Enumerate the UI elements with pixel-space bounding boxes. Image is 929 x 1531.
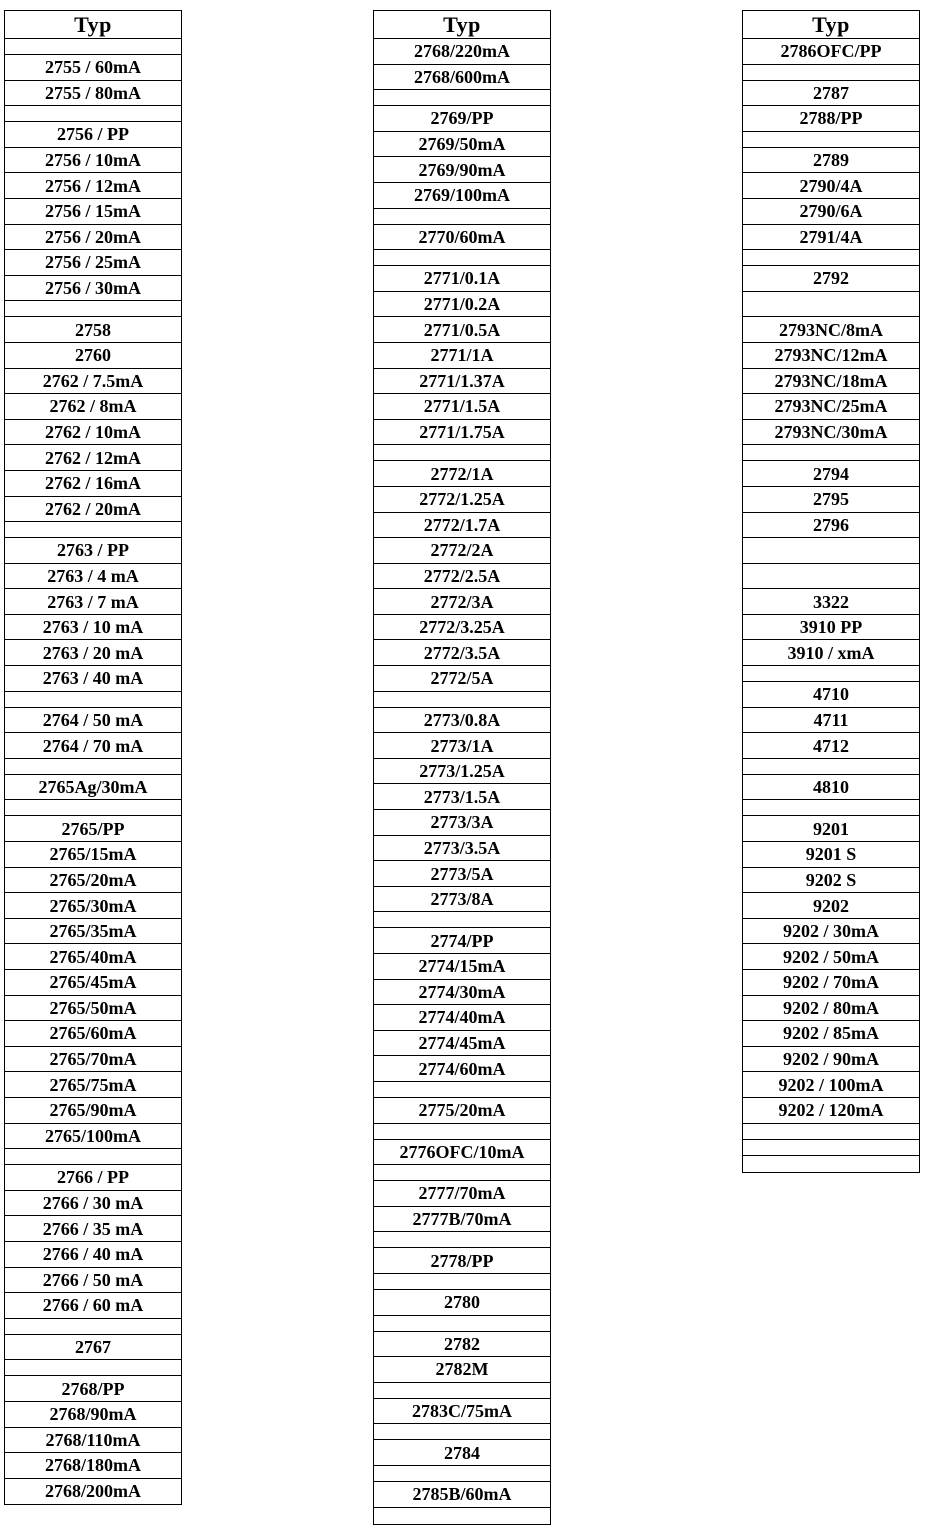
type-cell: 2785B/60mA xyxy=(374,1482,550,1508)
type-cell: 2762 / 7.5mA xyxy=(5,369,181,395)
type-cell: 2774/45mA xyxy=(374,1031,550,1057)
type-cell: 2772/2.5A xyxy=(374,564,550,590)
type-cell: 2763 / 4 mA xyxy=(5,564,181,590)
type-cell: 2768/110mA xyxy=(5,1428,181,1454)
type-cell: 2764 / 70 mA xyxy=(5,733,181,759)
type-cell: 2769/90mA xyxy=(374,157,550,183)
type-cell: 2772/5A xyxy=(374,666,550,692)
type-cell: 2763 / 40 mA xyxy=(5,666,181,692)
type-cell: 2756 / 10mA xyxy=(5,148,181,174)
separator-row xyxy=(743,666,919,682)
type-cell: 2756 / PP xyxy=(5,122,181,148)
type-cell: 2765/PP xyxy=(5,816,181,842)
separator-row xyxy=(5,39,181,55)
type-cell: 3910 PP xyxy=(743,615,919,641)
type-cell: 2763 / 7 mA xyxy=(5,589,181,615)
type-cell: 2769/50mA xyxy=(374,132,550,158)
type-cell: 2765/100mA xyxy=(5,1124,181,1150)
type-cell: 9202 / 50mA xyxy=(743,944,919,970)
separator-row xyxy=(374,912,550,928)
type-cell: 9202 / 80mA xyxy=(743,996,919,1022)
type-cell: 2792 xyxy=(743,266,919,292)
type-cell: 2765/35mA xyxy=(5,919,181,945)
type-cell: 2790/6A xyxy=(743,199,919,225)
separator-row xyxy=(743,800,919,816)
type-cell: 4710 xyxy=(743,682,919,708)
type-cell: 2782 xyxy=(374,1332,550,1358)
separator-row xyxy=(743,1140,919,1156)
type-cell: 2793NC/8mA xyxy=(743,317,919,343)
type-cell: 2773/5A xyxy=(374,861,550,887)
separator-row xyxy=(5,522,181,538)
type-cell: 2766 / 50 mA xyxy=(5,1268,181,1294)
type-cell: 2773/1A xyxy=(374,733,550,759)
type-cell: 2793NC/30mA xyxy=(743,420,919,446)
type-cell: 2762 / 12mA xyxy=(5,445,181,471)
type-cell: 2763 / PP xyxy=(5,538,181,564)
separator-row xyxy=(5,692,181,708)
type-cell: 2766 / 40 mA xyxy=(5,1242,181,1268)
separator-row xyxy=(743,1156,919,1172)
type-cell: 2760 xyxy=(5,343,181,369)
type-cell: 4712 xyxy=(743,733,919,759)
type-column-2 xyxy=(373,10,551,1525)
separator-row xyxy=(743,564,919,590)
separator-row xyxy=(374,1424,550,1440)
separator-row xyxy=(374,692,550,708)
type-cell: 2762 / 20mA xyxy=(5,497,181,523)
type-cell: 2765Ag/30mA xyxy=(5,775,181,801)
type-cell: 2783C/75mA xyxy=(374,1399,550,1425)
type-cell: 2773/1.25A xyxy=(374,759,550,785)
separator-row xyxy=(374,1508,550,1524)
type-cell: 2756 / 15mA xyxy=(5,199,181,225)
type-cell: 2765/50mA xyxy=(5,996,181,1022)
type-cell: 2774/40mA xyxy=(374,1005,550,1031)
type-cell: 2773/0.8A xyxy=(374,708,550,734)
type-cell: 2784 xyxy=(374,1440,550,1466)
type-cell: 2762 / 16mA xyxy=(5,471,181,497)
type-cell: 2773/1.5A xyxy=(374,784,550,810)
separator-row xyxy=(5,1360,181,1376)
type-cell: 2766 / 35 mA xyxy=(5,1216,181,1242)
type-cell: 2768/90mA xyxy=(5,1402,181,1428)
type-cell: 2769/100mA xyxy=(374,183,550,209)
type-cell: 2772/1A xyxy=(374,461,550,487)
type-cell: 2776OFC/10mA xyxy=(374,1140,550,1166)
type-column-1 xyxy=(4,10,182,1505)
separator-row xyxy=(374,1316,550,1332)
type-cell: 2768/PP xyxy=(5,1376,181,1402)
type-cell: 9202 / 30mA xyxy=(743,919,919,945)
type-cell: 2756 / 25mA xyxy=(5,250,181,276)
separator-row xyxy=(374,90,550,106)
type-cell: 2777B/70mA xyxy=(374,1207,550,1233)
type-cell: 2782M xyxy=(374,1357,550,1383)
separator-row xyxy=(743,132,919,148)
separator-row xyxy=(5,1149,181,1165)
type-cell: 9201 S xyxy=(743,842,919,868)
separator-row xyxy=(743,65,919,81)
separator-row xyxy=(5,759,181,775)
separator-row xyxy=(743,1124,919,1140)
type-cell: 9202 S xyxy=(743,868,919,894)
separator-row xyxy=(743,538,919,564)
type-cell: 2766 / 30 mA xyxy=(5,1191,181,1217)
type-cell: 2774/30mA xyxy=(374,980,550,1006)
type-cell: 2769/PP xyxy=(374,106,550,132)
separator-row xyxy=(374,445,550,461)
type-cell: 2771/1.37A xyxy=(374,369,550,395)
type-cell: 2787 xyxy=(743,81,919,107)
type-cell: 2773/3.5A xyxy=(374,836,550,862)
type-cell: 2765/15mA xyxy=(5,842,181,868)
type-cell: 2768/600mA xyxy=(374,65,550,91)
type-cell: 4711 xyxy=(743,708,919,734)
type-cell: 2762 / 10mA xyxy=(5,420,181,446)
separator-row xyxy=(743,250,919,266)
type-cell: 2755 / 60mA xyxy=(5,55,181,81)
type-cell: 2768/220mA xyxy=(374,39,550,65)
separator-row xyxy=(5,800,181,816)
type-cell: 2777/70mA xyxy=(374,1181,550,1207)
separator-row xyxy=(374,1165,550,1181)
column-header: Typ xyxy=(743,11,919,39)
type-cell: 9202 / 100mA xyxy=(743,1072,919,1098)
type-cell: 9201 xyxy=(743,816,919,842)
separator-row xyxy=(743,292,919,318)
separator-row xyxy=(5,106,181,122)
type-cell: 2786OFC/PP xyxy=(743,39,919,65)
type-cell: 2762 / 8mA xyxy=(5,394,181,420)
type-cell: 2765/75mA xyxy=(5,1072,181,1098)
type-cell: 2764 / 50 mA xyxy=(5,708,181,734)
separator-row xyxy=(743,759,919,775)
type-cell: 2793NC/18mA xyxy=(743,369,919,395)
type-cell: 2772/3.25A xyxy=(374,615,550,641)
type-cell: 2772/2A xyxy=(374,538,550,564)
type-cell: 2795 xyxy=(743,487,919,513)
type-cell: 2763 / 10 mA xyxy=(5,615,181,641)
type-cell: 2765/60mA xyxy=(5,1021,181,1047)
type-cell: 3322 xyxy=(743,589,919,615)
type-cell: 2772/1.25A xyxy=(374,487,550,513)
type-cell: 2793NC/25mA xyxy=(743,394,919,420)
type-cell: 9202 / 85mA xyxy=(743,1021,919,1047)
type-cell: 2794 xyxy=(743,461,919,487)
type-cell: 2773/3A xyxy=(374,810,550,836)
type-cell: 2772/3A xyxy=(374,589,550,615)
separator-row xyxy=(374,1466,550,1482)
column-header: Typ xyxy=(5,11,181,39)
type-cell: 2771/0.1A xyxy=(374,266,550,292)
type-column-3 xyxy=(742,10,920,1173)
type-cell: 2755 / 80mA xyxy=(5,81,181,107)
type-cell: 2767 xyxy=(5,1335,181,1361)
type-cell: 9202 / 70mA xyxy=(743,970,919,996)
type-cell: 2772/1.7A xyxy=(374,513,550,539)
type-cell: 2774/PP xyxy=(374,928,550,954)
type-cell: 2758 xyxy=(5,317,181,343)
type-cell: 2765/40mA xyxy=(5,944,181,970)
separator-row xyxy=(374,1274,550,1290)
column-header: Typ xyxy=(374,11,550,39)
type-cell: 2770/60mA xyxy=(374,225,550,251)
separator-row xyxy=(5,301,181,317)
type-cell: 2766 / PP xyxy=(5,1165,181,1191)
separator-row xyxy=(374,250,550,266)
separator-row xyxy=(743,445,919,461)
type-cell: 2765/45mA xyxy=(5,970,181,996)
type-cell: 2765/20mA xyxy=(5,868,181,894)
type-cell: 2771/1.5A xyxy=(374,394,550,420)
type-cell: 2763 / 20 mA xyxy=(5,640,181,666)
type-cell: 4810 xyxy=(743,775,919,801)
separator-row xyxy=(5,1319,181,1335)
type-cell: 2756 / 30mA xyxy=(5,276,181,302)
type-cell: 2793NC/12mA xyxy=(743,343,919,369)
type-cell: 2766 / 60 mA xyxy=(5,1293,181,1319)
separator-row xyxy=(374,1383,550,1399)
type-cell: 2778/PP xyxy=(374,1248,550,1274)
type-cell: 2756 / 12mA xyxy=(5,173,181,199)
type-cell: 2765/30mA xyxy=(5,893,181,919)
type-cell: 2772/3.5A xyxy=(374,640,550,666)
type-cell: 2756 / 20mA xyxy=(5,225,181,251)
type-cell: 9202 / 90mA xyxy=(743,1047,919,1073)
type-cell: 2771/1A xyxy=(374,343,550,369)
type-cell: 2796 xyxy=(743,513,919,539)
type-cell: 2774/60mA xyxy=(374,1056,550,1082)
type-cell: 2775/20mA xyxy=(374,1098,550,1124)
type-cell: 2771/0.5A xyxy=(374,317,550,343)
type-cell: 3910 / xmA xyxy=(743,640,919,666)
separator-row xyxy=(374,1124,550,1140)
type-cell: 2791/4A xyxy=(743,225,919,251)
type-cell: 2768/200mA xyxy=(45,1481,141,1502)
separator-row xyxy=(374,209,550,225)
separator-row xyxy=(374,1232,550,1248)
type-cell: 2789 xyxy=(743,148,919,174)
type-cell: 2768/180mA xyxy=(5,1453,181,1479)
type-cell: 2780 xyxy=(374,1290,550,1316)
type-cell: 2771/0.2A xyxy=(374,292,550,318)
type-cell: 2773/8A xyxy=(374,887,550,913)
separator-row xyxy=(374,1082,550,1098)
type-cell: 2790/4A xyxy=(743,173,919,199)
type-cell: 2771/1.75A xyxy=(374,420,550,446)
type-cell: 2774/15mA xyxy=(374,954,550,980)
type-cell: 2765/90mA xyxy=(5,1098,181,1124)
type-cell: 9202 xyxy=(743,893,919,919)
type-cell: 9202 / 120mA xyxy=(743,1098,919,1124)
type-cell: 2765/70mA xyxy=(5,1047,181,1073)
type-cell: 2788/PP xyxy=(743,106,919,132)
